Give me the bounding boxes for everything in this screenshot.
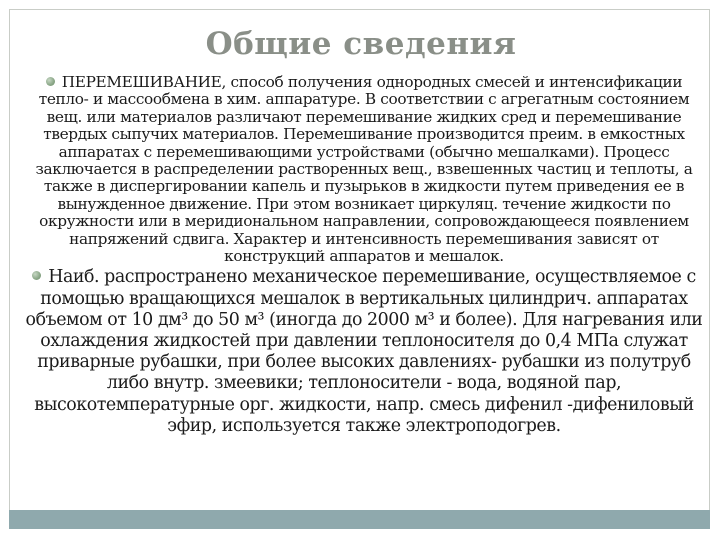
bullet-item-2 xyxy=(22,267,706,437)
bullet-item-1 xyxy=(22,74,706,265)
slide-frame xyxy=(9,9,710,529)
bullet-text-2: Наиб. распространено механическое перемешивание, осуществляемое с помощью вращающихся мешалок в вертикальных цилиндрич. аппаратах объемом от 10 дм³ до 50 м³ (иногда до 2000 м³ и более). Для нагревания или охлаждения жидкостей при давлении теплоносителя до 0,4 МПа служат приварные рубашки, при более высоких давлениях- рубашки из полутруб либо внутр. змеевики; теплоносители - вода, водяной пар, высокотемпературные орг. жидкости, напр. смесь дифенил -дифениловый эфир, используется также электроподогрев. xyxy=(25,267,703,436)
slide-content xyxy=(22,74,706,437)
round-bullet-icon xyxy=(46,77,55,86)
bullet-text-1: ПЕРЕМЕШИВАНИЕ, способ получения однородных смесей и интенсификации тепло- и массообмена в хим. аппаратуре. В соответствии с агрегатным состоянием вещ. или материалов различают перемешивание жидких сред и перемешивание твердых сыпучих материалов. Перемешивание производится преим. в емкостных аппаратах с перемешивающими устройствами (обычно мешалками). Процесс заключается в распределении растворенных вещ., взвешенных частиц и теплоты, а также в диспергировании капель и пузырьков в жидкости путем приведения ее в вынужденное движение. При этом возникает циркуляц. течение жидкости по окружности или в меридиональном направлении, сопровождающееся появлением напряжений сдвига. Характер и интенсивность перемешивания зависят от конструкций аппаратов и мешалок. xyxy=(35,73,693,266)
slide-title: Общие сведения xyxy=(205,26,517,62)
bottom-accent-bar xyxy=(9,510,710,529)
round-bullet-icon xyxy=(32,271,41,280)
